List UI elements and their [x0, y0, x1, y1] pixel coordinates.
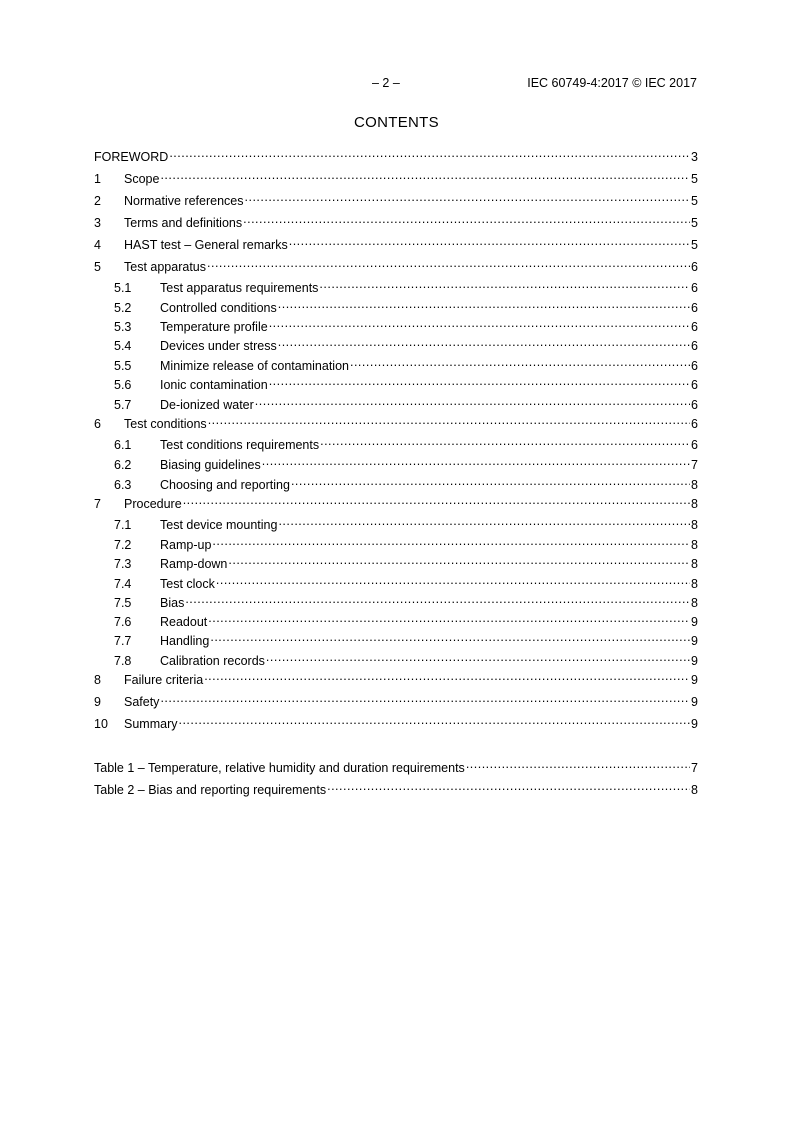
table-list-entry[interactable]: [94, 756, 698, 775]
toc-entry-number: 7: [94, 497, 101, 511]
toc-entry[interactable]: [94, 453, 698, 472]
toc-entry-page: 9: [691, 654, 698, 668]
toc-entry-page: 7: [691, 458, 698, 472]
dot-leader: [169, 145, 690, 161]
toc-entry[interactable]: [94, 189, 698, 208]
toc-entry-number: 7.1: [114, 518, 132, 532]
dot-leader: [291, 473, 690, 489]
toc-entry-page: 6: [691, 301, 698, 315]
page-number: – 2 –: [372, 76, 400, 90]
toc-entry-label: Calibration records: [160, 654, 265, 668]
dot-leader: [466, 756, 690, 772]
toc-entry[interactable]: [94, 552, 698, 571]
toc-entry-number: 6.3: [114, 478, 132, 492]
toc-entry[interactable]: [94, 296, 698, 315]
dot-leader: [269, 373, 690, 389]
toc-entry-page: 6: [691, 398, 698, 412]
toc-entry-label: Temperature profile: [160, 320, 268, 334]
standard-reference: IEC 60749-4:2017 © IEC 2017: [527, 76, 697, 90]
toc-entry-number: 6.1: [114, 438, 132, 452]
toc-entry-page: 8: [691, 497, 698, 511]
toc-entry-label: Procedure: [124, 497, 182, 511]
toc-entry-number: 5.7: [114, 398, 132, 412]
toc-entry-label: Test apparatus: [124, 260, 206, 274]
toc-entry[interactable]: [94, 255, 698, 274]
toc-entry[interactable]: [94, 513, 698, 532]
toc-entry-number: 9: [94, 695, 101, 709]
toc-entry-page: 6: [691, 359, 698, 373]
toc-entry-label: Readout: [160, 615, 208, 629]
toc-entry-page: 8: [691, 596, 698, 610]
toc-entry-page: 6: [691, 378, 698, 392]
toc-entry-label: Test conditions requirements: [160, 438, 320, 452]
toc-entry[interactable]: [94, 629, 698, 648]
dot-leader: [185, 591, 690, 607]
toc-entry[interactable]: [94, 690, 698, 709]
toc-entry-label: HAST test – General remarks: [124, 238, 288, 252]
toc-entry-page: 6: [691, 281, 698, 295]
dot-leader: [160, 167, 690, 183]
toc-entry-label: Test clock: [160, 577, 215, 591]
dot-leader: [278, 513, 690, 529]
toc-entry-number: 7.7: [114, 634, 132, 648]
toc-entry-label: Ionic contamination: [160, 378, 268, 392]
toc-entry-page: 8: [691, 577, 698, 591]
toc-entry[interactable]: [94, 649, 698, 668]
toc-entry-number: 5.1: [114, 281, 132, 295]
toc-entry-number: 7.5: [114, 596, 132, 610]
toc-entry[interactable]: [94, 412, 698, 431]
toc-entry-label: Test conditions: [124, 417, 207, 431]
toc-entry-label: Test apparatus requirements: [160, 281, 319, 295]
toc-entry-page: 6: [691, 320, 698, 334]
toc-entry-number: 2: [94, 194, 101, 208]
toc-entry-label: Test device mounting: [160, 518, 278, 532]
toc-entry-page: 3: [691, 150, 698, 164]
toc-entry-page: 6: [691, 339, 698, 353]
dot-leader: [204, 668, 690, 684]
toc-entry-page: 9: [691, 673, 698, 687]
toc-entry[interactable]: [94, 167, 698, 186]
toc-entry-label: FOREWORD: [94, 150, 169, 164]
toc-entry-label: Ramp-up: [160, 538, 212, 552]
dot-leader: [266, 649, 690, 665]
toc-entry-number: 7.8: [114, 654, 132, 668]
toc-entry[interactable]: [94, 393, 698, 412]
toc-entry-number: 5.2: [114, 301, 132, 315]
toc-entry[interactable]: [94, 211, 698, 230]
toc-entry-label: Summary: [124, 717, 178, 731]
toc-entry[interactable]: [94, 492, 698, 511]
toc-entry[interactable]: [94, 533, 698, 552]
toc-entry-number: 3: [94, 216, 101, 230]
dot-leader: [255, 393, 690, 409]
dot-leader: [327, 778, 690, 794]
toc-entry[interactable]: [94, 433, 698, 452]
dot-leader: [208, 610, 690, 626]
toc-entry[interactable]: [94, 233, 698, 252]
dot-leader: [350, 354, 690, 370]
toc-entry-number: 7.4: [114, 577, 132, 591]
toc-entry[interactable]: [94, 473, 698, 492]
toc-entry[interactable]: [94, 276, 698, 295]
toc-entry-number: 5.4: [114, 339, 132, 353]
toc-entry-number: 7.3: [114, 557, 132, 571]
toc-entry-number: 5.3: [114, 320, 132, 334]
toc-entry[interactable]: [94, 591, 698, 610]
toc-entry[interactable]: [94, 712, 698, 731]
toc-entry-page: 8: [691, 783, 698, 797]
toc-entry-label: Choosing and reporting: [160, 478, 290, 492]
dot-leader: [160, 690, 690, 706]
toc-entry[interactable]: [94, 354, 698, 373]
toc-entry-page: 6: [691, 417, 698, 431]
toc-entry-page: 8: [691, 557, 698, 571]
toc-entry-page: 6: [691, 438, 698, 452]
toc-entry[interactable]: [94, 610, 698, 629]
toc-entry-page: 9: [691, 717, 698, 731]
toc-entry-label: Bias: [160, 596, 185, 610]
toc-entry[interactable]: [94, 334, 698, 353]
dot-leader: [245, 189, 691, 205]
toc-entry-number: 4: [94, 238, 101, 252]
dot-leader: [269, 315, 690, 331]
dot-leader: [319, 276, 690, 292]
dot-leader: [208, 412, 690, 428]
toc-entry-page: 8: [691, 538, 698, 552]
toc-entry-page: 5: [691, 194, 698, 208]
toc-entry-label: Handling: [160, 634, 210, 648]
toc-entry[interactable]: [94, 373, 698, 392]
toc-entry-number: 1: [94, 172, 101, 186]
toc-entry[interactable]: [94, 572, 698, 591]
dot-leader: [212, 533, 690, 549]
toc-entry-page: 8: [691, 478, 698, 492]
toc-entry-label: Normative references: [124, 194, 244, 208]
toc-entry[interactable]: [94, 668, 698, 687]
toc-entry-label: Scope: [124, 172, 160, 186]
toc-entry-label: De-ionized water: [160, 398, 254, 412]
dot-leader: [262, 453, 690, 469]
toc-entry-number: 5.5: [114, 359, 132, 373]
toc-entry-number: 6: [94, 417, 101, 431]
toc-entry-label: Safety: [124, 695, 160, 709]
toc-entry-page: 9: [691, 615, 698, 629]
dot-leader: [178, 712, 690, 728]
dot-leader: [183, 492, 690, 508]
toc-entry-label: Terms and definitions: [124, 216, 243, 230]
toc-entry[interactable]: [94, 315, 698, 334]
toc-entry-page: 5: [691, 238, 698, 252]
dot-leader: [210, 629, 690, 645]
toc-entry-number: 7.6: [114, 615, 132, 629]
toc-entry-label: Biasing guidelines: [160, 458, 261, 472]
dot-leader: [228, 552, 690, 568]
dot-leader: [216, 572, 690, 588]
dot-leader: [278, 334, 690, 350]
toc-entry-page: 8: [691, 518, 698, 532]
toc-entry-page: 9: [691, 695, 698, 709]
toc-entry-number: 7.2: [114, 538, 132, 552]
toc-entry-page: 9: [691, 634, 698, 648]
toc-entry-page: 6: [691, 260, 698, 274]
toc-entry-label: Failure criteria: [124, 673, 204, 687]
toc-entry-label: Table 1 – Temperature, relative humidity and duration requirements: [94, 761, 465, 775]
toc-entry-label: Controlled conditions: [160, 301, 277, 315]
toc-entry-number: 5: [94, 260, 101, 274]
toc-entry-number: 8: [94, 673, 101, 687]
table-list-entry[interactable]: [94, 778, 698, 797]
toc-entry-number: 5.6: [114, 378, 132, 392]
toc-entry-page: 7: [691, 761, 698, 775]
toc-entry-label: Minimize release of contamination: [160, 359, 349, 373]
dot-leader: [207, 255, 690, 271]
dot-leader: [278, 296, 690, 312]
dot-leader: [243, 211, 690, 227]
toc-entry-label: Table 2 – Bias and reporting requirements: [94, 783, 327, 797]
toc-entry-number: 10: [94, 717, 108, 731]
toc-entry[interactable]: [94, 145, 698, 164]
dot-leader: [289, 233, 690, 249]
contents-title: CONTENTS: [354, 114, 439, 131]
toc-entry-page: 5: [691, 172, 698, 186]
toc-entry-label: Ramp-down: [160, 557, 228, 571]
toc-entry-number: 6.2: [114, 458, 132, 472]
dot-leader: [320, 433, 690, 449]
toc-entry-label: Devices under stress: [160, 339, 277, 353]
toc-entry-page: 5: [691, 216, 698, 230]
